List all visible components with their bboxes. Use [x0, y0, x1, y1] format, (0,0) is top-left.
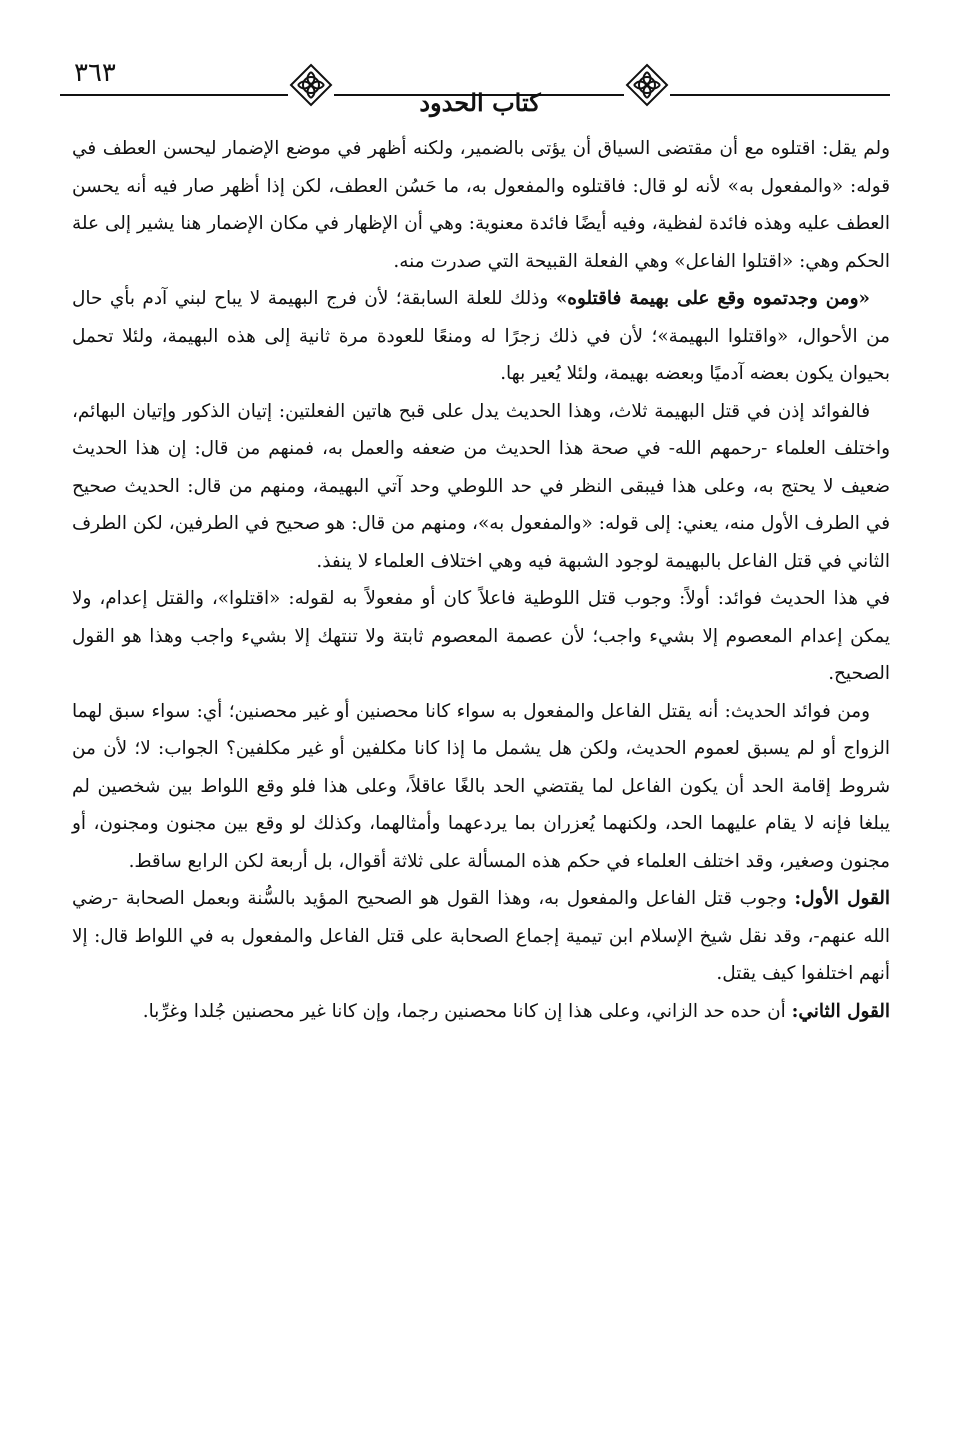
book-title: كتاب الحدود [419, 88, 541, 117]
paragraph [72, 880, 890, 993]
paragraph [72, 280, 890, 393]
hadith-quote: «ومن وجدتموه وقع على بهيمة فاقتلوه» [555, 288, 871, 309]
page-number: ٣٦٣ [74, 58, 116, 88]
paragraph [72, 993, 890, 1031]
arabesque-ornament-icon [624, 62, 670, 108]
paragraph-text: وجوب قتل الفاعل والمفعول به، وهذا القول هو الصحيح المؤيد بالسُّنة وبعمل الصحابة -رضي الله عنهم-، وقد نقل شيخ الإسلام ابن تيمية إجماع الصحابة على قتل الفاعل والمفعول به في اللواط قال: إلا أنهم اختلفوا كيف يقتل. [72, 888, 890, 984]
page-body [72, 130, 890, 1030]
paragraph: ومن فوائد الحديث: أنه يقتل الفاعل والمفعول به سواء كانا محصنين أو غير محصنين؛ أي: سواء سبق لهما الزواج أو لم يسبق لعموم الحديث، ولكن هل يشمل ما إذا كانا مكلفين أو غير مكلفين؟ الجواب: لا؛ لأن من شروط إقامة الحد أن يكون الفاعل لما يقتضي الحد بالغًا عاقلاً، وعلى هذا فلو وقع اللواط بين شخصين لم يبلغا فإنه لا يقام عليهما الحد، ولكنهما يُعزران بما يردعهما وأمثالهما، وكذلك لو وقع بين مجنون ومجنون، أو مجنون وصغير، وقد اختلف العلماء في حكم هذه المسألة على ثلاثة أقوال، بل أربعة لكن الرابع ساقط. [72, 700, 890, 872]
paragraph-text: أن حده حد الزاني، وعلى هذا إن كانا محصنين رجما، وإن كانا غير محصنين جُلدا وغرِّبا. [142, 1000, 792, 1022]
paragraph: في هذا الحديث فوائد: أولاً: وجوب قتل اللوطية فاعلاً كان أو مفعولاً به لقوله: «اقتلوا»، والقتل إعدام، ولا يمكن إعدام المعصوم إلا بشيء واجب؛ لأن عصمة المعصوم ثابتة ولا تنتهك إلا بشيء واجب وهذا هو القول الصحيح. [72, 588, 890, 684]
paragraph: ولم يقل: اقتلوه مع أن مقتضى السياق أن يؤتى بالضمير، ولكنه أظهر في موضع الإضمار ليحسن العطف في قوله: «والمفعول به» لأنه لو قال: فاقتلوه والمفعول به، ما حَسُن العطف، لكن إذا أظهر صار فيه أنه يحسن العطف عليه وهذه فائدة لفظية، وفيه أيضًا فائدة معنوية: وهي أن الإظهار في مكان الإضمار هنا يشير إلى علة الحكم وهي: «اقتلوا الفاعل» وهي الفعلة القبيحة التي صدرت منه. [72, 138, 890, 272]
page-header [60, 58, 890, 118]
section-label: القول الأول: [794, 888, 890, 909]
paragraph: فالفوائد إذن في قتل البهيمة ثلاث، وهذا الحديث يدل على قبح هاتين الفعلتين: إتيان الذكور وإتيان البهائم، واختلف العلماء -رحمهم الله- في صحة هذا الحديث من ضعفه والعمل به، فمنهم من قال: إن هذا الحديث ضعيف لا يحتج به، وعلى هذا فيبقى النظر في حد اللوطي وحد آتي البهيمة، ومنهم من قال: الحديث صحيح في الطرف الأول منه، يعني: إلى قوله: «والمفعول به»، ومنهم من قال: هو صحيح في الطرفين، لكن الطرف الثاني في قتل الفاعل بالبهيمة لوجود الشبهة فيه وهي اختلاف العلماء لا ينفذ. [72, 400, 890, 572]
paragraph-text: وذلك للعلة السابقة؛ لأن فرج البهيمة لا يباح لبني آدم بأي حال من الأحوال، «واقتلوا البهيمة»؛ لأن في ذلك زجرًا له ومنعًا للعودة مرة ثانية إلى هذه البهيمة، ولئلا تحمل بحيوان يكون بعضه آدميًا وبعضه بهيمة، ولئلا يُعير بها. [72, 288, 890, 384]
section-label: القول الثاني: [791, 1000, 890, 1022]
arabesque-ornament-icon [288, 62, 334, 108]
